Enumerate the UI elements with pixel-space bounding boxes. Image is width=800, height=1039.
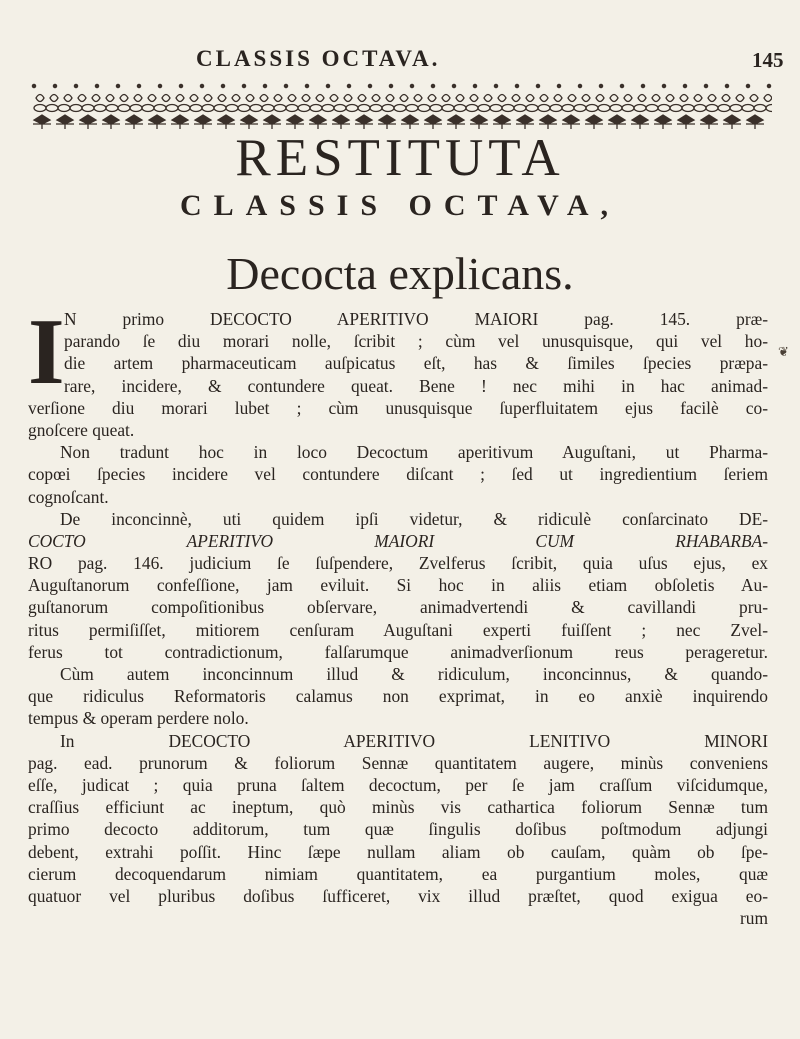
text-line: eſſe, judicat ; quia pruna ſaltem decoctum, per ſe jam craſſum viſcidumque,	[28, 774, 768, 795]
heading-restituta: RESTITUTA	[235, 129, 565, 187]
ornament-loop	[652, 95, 660, 102]
ornament-dot	[137, 84, 140, 87]
paragraph-4	[28, 663, 768, 730]
ornament-dot	[431, 84, 434, 87]
ornament-oval	[562, 105, 574, 112]
ornament-loop	[470, 95, 478, 102]
text-line: N primo DECOCTO APERITIVO MAIORI pag. 145. præ-	[64, 309, 768, 329]
text-line: guſtanorum compoſitionibus obſervare, animadvertendi & cavillandi pru-	[28, 597, 768, 618]
ornament-dot	[95, 84, 98, 87]
paragraph-2	[28, 441, 768, 508]
ornament-loop	[512, 95, 520, 102]
ornament-oval	[46, 105, 58, 112]
ornament-oval	[94, 105, 106, 112]
ornament-oval	[274, 105, 286, 112]
ornament-loop	[456, 95, 464, 102]
ornament-oval	[34, 105, 46, 112]
ornament-dot	[32, 84, 35, 87]
ornament-loop	[302, 95, 310, 102]
ornament-oval	[718, 105, 730, 112]
ornament-oval	[682, 105, 694, 112]
ornament-dot	[74, 84, 77, 87]
text-line: cierum decoquendarum nimiam quantitatem, ea purgantium moles, quæ	[28, 863, 768, 884]
running-title: CLASSIS OCTAVA.	[196, 46, 441, 71]
ornament-loop	[148, 95, 156, 102]
ornament-dot	[116, 84, 119, 87]
heading-classis-octava: CLASSIS OCTAVA,	[179, 189, 621, 222]
ornament-loop	[120, 95, 128, 102]
ornament-oval	[550, 105, 562, 112]
text-line: craſſius efficiunt ac ineptum, quò minùs vis cathartica foliorum Sennæ tum	[28, 797, 768, 818]
text-line: tempus & operam perdere nolo.	[28, 708, 249, 729]
ornament-loop	[764, 95, 772, 102]
ornament-loop	[582, 95, 590, 102]
paragraph-5	[28, 730, 768, 930]
ornament-oval	[454, 105, 466, 112]
ornament-dot	[536, 84, 539, 87]
text-line: pag. ead. prunorum & foliorum Sennæ quantitatem augere, minùs conveniens	[28, 752, 768, 773]
ornament-oval	[178, 105, 190, 112]
ornament-dot	[347, 84, 350, 87]
ornament-dot	[578, 84, 581, 87]
ornament-dot	[305, 84, 308, 87]
ornament-loop	[218, 95, 226, 102]
ornament-dot	[683, 84, 686, 87]
ornament-loop	[750, 95, 758, 102]
ornament-dot	[326, 84, 329, 87]
ornament-dot	[641, 84, 644, 87]
ornament-oval	[406, 105, 418, 112]
ornament-oval	[670, 105, 682, 112]
paragraph-3	[28, 508, 768, 663]
ornament-dot	[620, 84, 623, 87]
ornament-loop	[666, 95, 674, 102]
ornament-oval	[322, 105, 334, 112]
ornament-dot	[725, 84, 728, 87]
ornament-oval	[430, 105, 442, 112]
ornament-loop	[106, 95, 114, 102]
ornament-dot	[368, 84, 371, 87]
ornament-loop	[610, 95, 618, 102]
ornament-loop	[554, 95, 562, 102]
ornament-oval	[526, 105, 538, 112]
ornament-loop	[316, 95, 324, 102]
ornament-loop	[358, 95, 366, 102]
ornament-dot	[746, 84, 749, 87]
ornament-loop	[400, 95, 408, 102]
text-line: ritus permiſiſſet, mitiorem cenſuram Auguſtani experti fuiſſent ; nec Zvel-	[28, 619, 768, 640]
ornament-loop	[50, 95, 58, 102]
ornament-dot	[410, 84, 413, 87]
text-line: primo decocto additorum, tum quæ ſingulis doſibus poſtmodum adjungi	[28, 819, 768, 840]
ornament-oval	[478, 105, 490, 112]
ornament-oval	[514, 105, 526, 112]
ornament-oval	[190, 105, 202, 112]
ornament-loop	[638, 95, 646, 102]
ornament-oval	[610, 105, 622, 112]
ornament-dot	[200, 84, 203, 87]
ornament-oval	[202, 105, 214, 112]
text-line: Auguſtanorum confeſſione, jam eviluit. Si hoc in aliis etiam obſoletis Au-	[28, 575, 768, 596]
ornament-dot	[515, 84, 518, 87]
ornament-oval	[754, 105, 766, 112]
ornament-loop	[134, 95, 142, 102]
catchword: rum	[739, 908, 768, 929]
ornament-dot	[389, 84, 392, 87]
ornament-dot	[599, 84, 602, 87]
ornament-oval	[466, 105, 478, 112]
ornament-dot	[158, 84, 161, 87]
ornament-oval	[238, 105, 250, 112]
ornament-loop	[568, 95, 576, 102]
ornament-oval	[130, 105, 142, 112]
ornament-dot	[452, 84, 455, 87]
ornament-loop	[526, 95, 534, 102]
ornament-oval	[694, 105, 706, 112]
text-line: Non tradunt hoc in loco Decoctum aperitivum Auguſtani, ut Pharma-	[60, 442, 768, 463]
ornament-oval	[262, 105, 274, 112]
ornament-loop	[680, 95, 688, 102]
ornament-oval	[82, 105, 94, 112]
ornament-dot	[242, 84, 245, 87]
ornament-oval	[742, 105, 754, 112]
ornament-loop	[708, 95, 716, 102]
text-line: gnoſcere queat.	[28, 419, 135, 440]
ornament-oval	[382, 105, 394, 112]
paragraph-1	[64, 308, 768, 397]
paragraph-1-cont	[28, 397, 768, 441]
ornament-oval	[622, 105, 634, 112]
text-line: copœi ſpecies incidere vel contundere diſcant ; ſed ut ingredientium ſeriem	[28, 464, 768, 485]
ornament-oval	[142, 105, 154, 112]
ornament-loop	[162, 95, 170, 102]
drop-cap: I	[28, 300, 65, 404]
ornament-loop	[372, 95, 380, 102]
ornament-oval	[442, 105, 454, 112]
ornament-oval	[118, 105, 130, 112]
text-line: In DECOCTO APERITIVO LENITIVO MINORI	[60, 730, 768, 751]
ornament-oval	[598, 105, 610, 112]
text-line: De inconcinnè, uti quidem ipſi videtur, & ridiculè conſarcinato DE-	[60, 508, 768, 529]
ornament-loop	[330, 95, 338, 102]
ornament-dot	[767, 84, 770, 87]
ornament-loop	[596, 95, 604, 102]
ornament-oval	[646, 105, 658, 112]
ornament-oval	[250, 105, 262, 112]
ornament-oval	[586, 105, 598, 112]
ornament-loop	[260, 95, 268, 102]
ornament-loop	[190, 95, 198, 102]
ornament-loop	[414, 95, 422, 102]
ornament-loop	[624, 95, 632, 102]
ornament-loop	[344, 95, 352, 102]
text-line: verſione diu morari lubet ; cùm unusquisque ſuperfluitatem ejus facilè co-	[28, 397, 768, 418]
ornament-oval	[502, 105, 514, 112]
text-line: rare, incidere, & contundere queat. Bene ! nec mihi in hac animad-	[64, 375, 768, 396]
text-line: quatuor vel pluribus doſibus ſufficeret, vix illud præſtet, quod exigua eo-	[28, 885, 768, 906]
ornament-dot	[662, 84, 665, 87]
ornament-oval	[574, 105, 586, 112]
ornament-oval	[370, 105, 382, 112]
ornament-dot	[53, 84, 56, 87]
ornament-oval	[538, 105, 550, 112]
text-line: ferus tot contradictionum, falſarumque animadverſionum reus perageretur.	[28, 641, 768, 662]
ornament-oval	[658, 105, 670, 112]
margin-ornament-icon: ❦	[778, 344, 789, 359]
running-head	[0, 46, 800, 78]
heading-decocta-explicans: Decocta explicans.	[226, 248, 574, 299]
ornament-loop	[176, 95, 184, 102]
ornament-loop	[428, 95, 436, 102]
text-line: RO pag. 146. judicium ſe ſuſpendere, Zvelferus ſcribit, quia uſus ejus, ex	[28, 553, 768, 574]
ornament-loop	[540, 95, 548, 102]
ornament-loop	[386, 95, 394, 102]
ornament-oval	[358, 105, 370, 112]
ornament-loop	[232, 95, 240, 102]
ornament-oval	[418, 105, 430, 112]
page-number: 145	[752, 48, 784, 72]
ornament-oval	[166, 105, 178, 112]
ornament-oval	[286, 105, 298, 112]
ornament-loop	[442, 95, 450, 102]
ornament-oval	[706, 105, 718, 112]
ornament-loop	[36, 95, 44, 102]
text-line: que ridiculus Reformatoris calamus non exprimat, in eo anxiè inquirendo	[28, 686, 768, 707]
text-line: die artem pharmaceuticam auſpicatus eſt, has & ſimiles ſpecies præpa-	[64, 353, 768, 374]
ornament-oval	[490, 105, 502, 112]
ornament-oval	[394, 105, 406, 112]
ornament-loop	[204, 95, 212, 102]
ornament-dot	[704, 84, 707, 87]
ornament-oval	[214, 105, 226, 112]
ornament-loop	[274, 95, 282, 102]
ornament-dot	[221, 84, 224, 87]
ornament-oval	[226, 105, 238, 112]
text-line: Cùm autem inconcinnum illud & ridiculum, inconcinnus, & quando-	[60, 664, 768, 684]
text-line: COCTO APERITIVO MAIORI CUM RHABARBA-	[28, 530, 768, 551]
ornament-oval	[310, 105, 322, 112]
ornament-oval	[58, 105, 70, 112]
ornament-dot	[494, 84, 497, 87]
ornament-oval	[154, 105, 166, 112]
ornament-oval	[730, 105, 742, 112]
ornament-loop	[498, 95, 506, 102]
ornament-oval	[70, 105, 82, 112]
ornament-loop	[78, 95, 86, 102]
ornament-oval	[106, 105, 118, 112]
ornament-loop	[64, 95, 72, 102]
ornament-loop	[722, 95, 730, 102]
ornament-oval	[346, 105, 358, 112]
ornament-dot	[284, 84, 287, 87]
ornament-dot	[473, 84, 476, 87]
body-text	[28, 300, 768, 929]
text-line: cognoſcant.	[28, 486, 109, 507]
ornament-oval	[298, 105, 310, 112]
ornament-loop	[736, 95, 744, 102]
ornament-loop	[694, 95, 702, 102]
ornament-loop	[246, 95, 254, 102]
ornament-oval	[766, 105, 772, 112]
ornament-oval	[634, 105, 646, 112]
ornament-dot	[263, 84, 266, 87]
ornament-loop	[92, 95, 100, 102]
text-line: parando ſe diu morari nolle, ſcribit ; cùm vel unusquisque, qui vel ho-	[64, 331, 768, 352]
ornament-dot	[179, 84, 182, 87]
ornament-dot	[557, 84, 560, 87]
ornament-loop	[288, 95, 296, 102]
ornament-oval	[334, 105, 346, 112]
ornament-loop	[484, 95, 492, 102]
text-line: debent, extrahi poſſit. Hinc ſæpe nullam aliam ob cauſam, quàm ob ſpe-	[28, 841, 768, 862]
